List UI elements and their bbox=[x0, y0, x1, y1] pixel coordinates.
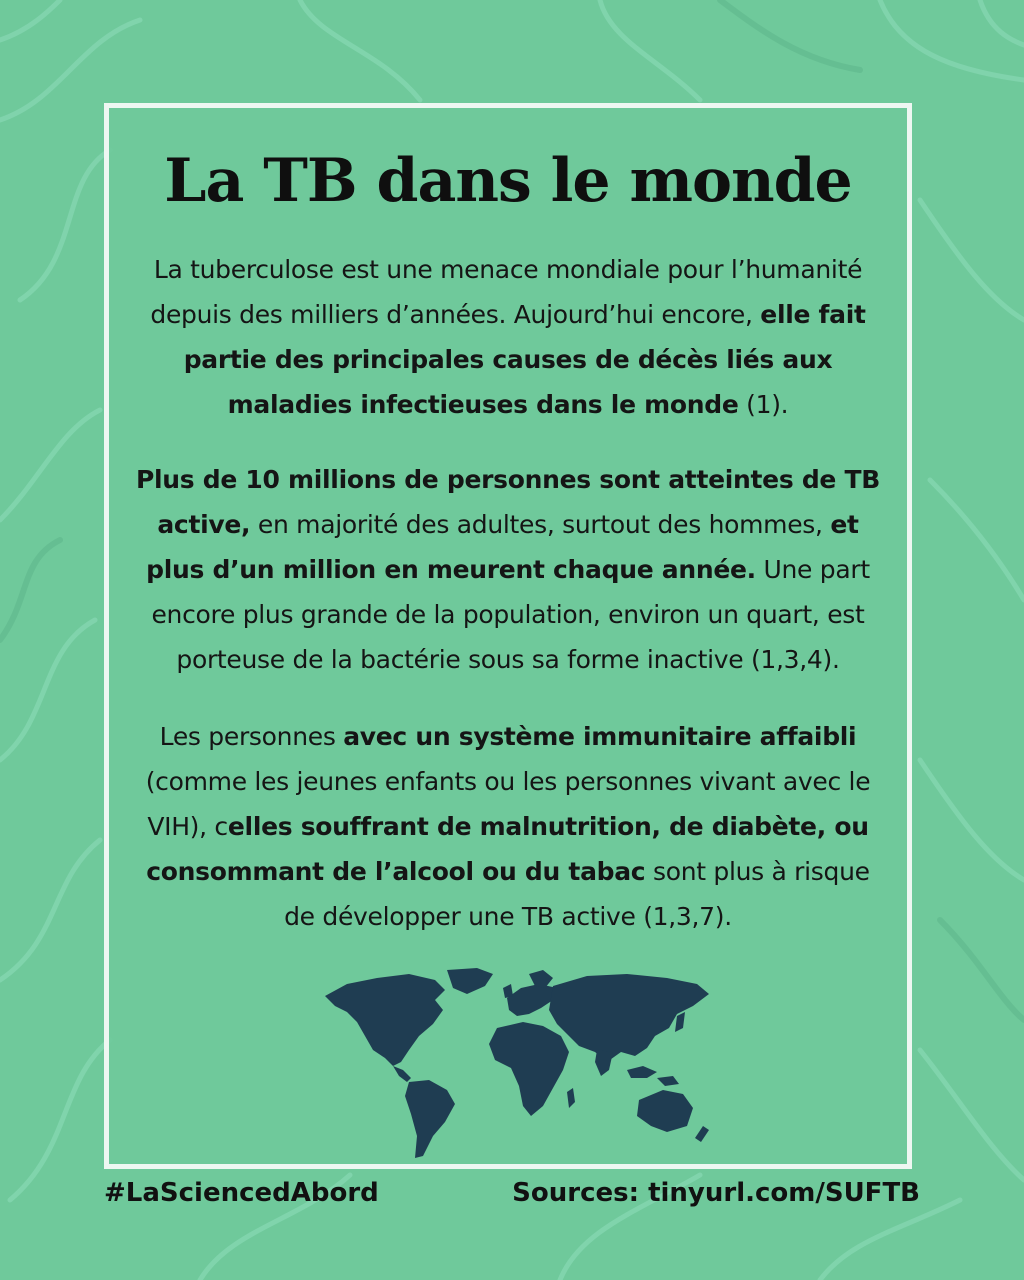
paragraph-statistics bbox=[129, 457, 887, 682]
stats-text-2: Une part encore plus grande de la population, environ un quart, est porteuse de la bactérie sous sa forme inactive (1,3,4). bbox=[151, 555, 870, 674]
world-map-icon bbox=[317, 966, 717, 1166]
risk-text-2: (comme les jeunes enfants ou les personnes vivant avec le VIH), c bbox=[145, 767, 871, 841]
sources-link[interactable]: Sources: tinyurl.com/SUFTB bbox=[512, 1178, 920, 1208]
paragraph-intro bbox=[129, 247, 887, 427]
risk-bold-2: elles souffrant de malnutrition, de diabète, ou consommant de l’alcool ou du tabac bbox=[146, 812, 869, 886]
stats-bold-1: Plus de 10 millions de personnes sont atteintes de TB active, bbox=[136, 465, 880, 539]
paragraph-risk-groups bbox=[129, 714, 887, 939]
content-frame bbox=[104, 103, 912, 1169]
risk-text-1: Les personnes bbox=[159, 722, 344, 751]
intro-text-2: (1). bbox=[738, 390, 789, 419]
risk-text-3: sont plus à risque de développer une TB active (1,3,7). bbox=[284, 857, 870, 931]
page-title: La TB dans le monde bbox=[164, 146, 852, 216]
intro-bold-1: elle fait partie des principales causes de décès liés aux maladies infectieuses dans le monde bbox=[183, 300, 866, 419]
stats-text-1: en majorité des adultes, surtout des hommes, bbox=[250, 510, 831, 539]
hashtag-label: #LaSciencedAbord bbox=[104, 1178, 379, 1208]
intro-text-1: La tuberculose est une menace mondiale pour l’humanité depuis des milliers d’années. Aujourd’hui encore, bbox=[150, 255, 863, 329]
stats-bold-2: et plus d’un million en meurent chaque année. bbox=[146, 510, 859, 584]
risk-bold-1: avec un système immunitaire affaibli bbox=[343, 722, 857, 751]
